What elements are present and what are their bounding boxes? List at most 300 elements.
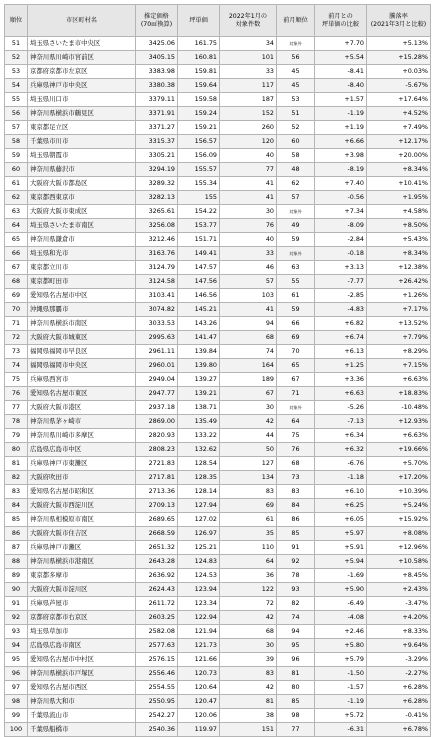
cell-sec-count: 120 [220,135,277,149]
cell-prev-rank: 95 [277,639,315,653]
cell-growth: +12.93% [367,415,431,429]
cell-city: 神奈川県横浜市港南区 [28,555,136,569]
table-row [5,583,431,597]
cell-price: 3380.38 [136,79,178,93]
table-row [5,359,431,373]
cell-price: 3033.53 [136,317,178,331]
table-row [5,233,431,247]
cell-prev-rank: 対象外 [277,247,315,261]
cell-sec-count: 189 [220,373,277,387]
cell-rank: 78 [5,415,28,429]
cell-tsubo: 120.64 [178,681,220,695]
cell-rank: 71 [5,317,28,331]
table-row [5,275,431,289]
table-row [5,527,431,541]
cell-city: 大阪府大阪市城東区 [28,331,136,345]
cell-prev-rank: 57 [277,191,315,205]
cell-prev-rank: 73 [277,471,315,485]
cell-rank: 95 [5,653,28,667]
cell-sec-count: 110 [220,541,277,555]
cell-tsubo: 120.06 [178,709,220,723]
cell-city: 東京都多摩市 [28,569,136,583]
cell-diff: +6.25 [315,499,367,513]
cell-growth: +8.08% [367,527,431,541]
cell-price: 3371.27 [136,121,178,135]
cell-rank: 61 [5,177,28,191]
table-row [5,135,431,149]
cell-diff: -4.08 [315,611,367,625]
cell-city: 神奈川県藤沢市 [28,163,136,177]
cell-sec-count: 30 [220,639,277,653]
cell-prev-rank: 51 [277,107,315,121]
cell-prev-rank: 86 [277,513,315,527]
cell-sec-count: 50 [220,443,277,457]
cell-city: 東京都町田市 [28,275,136,289]
cell-tsubo: 145.21 [178,303,220,317]
cell-city: 東京都立川市 [28,261,136,275]
cell-city: 東京都西東京市 [28,191,136,205]
cell-diff: -7.77 [315,275,367,289]
cell-price: 3315.37 [136,135,178,149]
cell-growth: +0.03% [367,65,431,79]
cell-diff: +5.90 [315,583,367,597]
cell-city: 埼玉県和光市 [28,247,136,261]
cell-sec-count: 40 [220,149,277,163]
cell-sec-count: 42 [220,415,277,429]
cell-city: 千葉県船橋市 [28,723,136,737]
ranking-table [4,4,431,737]
cell-tsubo: 156.57 [178,135,220,149]
cell-city: 大阪府大阪市都島区 [28,177,136,191]
cell-growth: +1.26% [367,289,431,303]
cell-diff: +1.25 [315,359,367,373]
cell-growth: +6.28% [367,681,431,695]
cell-sec-count: 57 [220,275,277,289]
table-row [5,625,431,639]
cell-sec-count: 33 [220,65,277,79]
cell-diff: -1.19 [315,107,367,121]
cell-diff: +7.40 [315,177,367,191]
cell-prev-rank: 67 [277,373,315,387]
cell-price: 2869.00 [136,415,178,429]
cell-sec-count: 68 [220,331,277,345]
cell-city: 埼玉県草加市 [28,625,136,639]
cell-sec-count: 101 [220,51,277,65]
cell-price: 3371.91 [136,107,178,121]
cell-city: 神奈川県大和市 [28,695,136,709]
cell-diff: +5.72 [315,709,367,723]
table-row [5,471,431,485]
cell-growth: +5.70% [367,457,431,471]
cell-diff: +5.97 [315,527,367,541]
cell-growth: +10.41% [367,177,431,191]
cell-rank: 68 [5,275,28,289]
table-row [5,429,431,443]
cell-tsubo: 149.41 [178,247,220,261]
cell-diff: +6.63 [315,387,367,401]
cell-price: 2577.63 [136,639,178,653]
cell-diff: +6.74 [315,331,367,345]
cell-diff: -8.41 [315,65,367,79]
cell-tsubo: 122.94 [178,611,220,625]
cell-rank: 98 [5,695,28,709]
cell-rank: 51 [5,37,28,51]
cell-growth: +8.29% [367,345,431,359]
cell-sec-count: 42 [220,611,277,625]
cell-prev-rank: 76 [277,443,315,457]
cell-tsubo: 120.73 [178,667,220,681]
cell-diff: +6.13 [315,345,367,359]
cell-city: 京都府京都市左京区 [28,65,136,79]
cell-price: 2603.25 [136,611,178,625]
cell-growth: +10.58% [367,555,431,569]
cell-prev-rank: 48 [277,163,315,177]
cell-tsubo: 154.22 [178,205,220,219]
cell-sec-count: 64 [220,555,277,569]
cell-rank: 65 [5,233,28,247]
cell-price: 3289.32 [136,177,178,191]
cell-city: 埼玉県朝霞市 [28,149,136,163]
cell-city: 沖縄県那覇市 [28,303,136,317]
table-header [5,5,431,37]
cell-price: 2636.92 [136,569,178,583]
cell-prev-rank: 55 [277,275,315,289]
table-row [5,149,431,163]
cell-rank: 83 [5,485,28,499]
cell-price: 2689.65 [136,513,178,527]
cell-prev-rank: 69 [277,331,315,345]
table-row [5,345,431,359]
cell-diff: +2.46 [315,625,367,639]
cell-prev-rank: 56 [277,51,315,65]
cell-tsubo: 133.22 [178,429,220,443]
cell-city: 兵庫県神戸市灘区 [28,541,136,555]
header-rank: 順位 [5,5,28,37]
cell-rank: 86 [5,527,28,541]
cell-rank: 87 [5,541,28,555]
cell-tsubo: 159.21 [178,121,220,135]
cell-diff: +5.80 [315,639,367,653]
cell-diff: +6.05 [315,513,367,527]
cell-diff: -2.85 [315,289,367,303]
table-row [5,499,431,513]
cell-sec-count: 38 [220,709,277,723]
cell-rank: 74 [5,359,28,373]
table-body [5,37,431,737]
table-row [5,331,431,345]
cell-rank: 97 [5,681,28,695]
cell-city: 大阪府大阪市東成区 [28,205,136,219]
cell-price: 3383.98 [136,65,178,79]
cell-rank: 70 [5,303,28,317]
cell-price: 3124.79 [136,261,178,275]
cell-diff: +5.54 [315,51,367,65]
cell-price: 3265.61 [136,205,178,219]
cell-price: 2668.59 [136,527,178,541]
cell-growth: +4.20% [367,611,431,625]
table-row [5,639,431,653]
cell-tsubo: 128.35 [178,471,220,485]
cell-sec-count: 83 [220,485,277,499]
cell-prev-rank: 92 [277,555,315,569]
cell-city: 兵庫県神戸市東灘区 [28,457,136,471]
cell-price: 2550.95 [136,695,178,709]
cell-city: 愛知県名古屋市東区 [28,387,136,401]
cell-growth: +15.28% [367,51,431,65]
table-row [5,303,431,317]
cell-growth: +8.33% [367,625,431,639]
cell-sec-count: 44 [220,429,277,443]
cell-sec-count: 40 [220,233,277,247]
table-row [5,569,431,583]
cell-diff: -1.18 [315,471,367,485]
cell-prev-rank: 96 [277,653,315,667]
cell-price: 3103.41 [136,289,178,303]
cell-price: 3212.46 [136,233,178,247]
cell-price: 3074.82 [136,303,178,317]
cell-rank: 57 [5,121,28,135]
cell-prev-rank: 45 [277,79,315,93]
cell-tsubo: 121.94 [178,625,220,639]
cell-tsubo: 147.57 [178,261,220,275]
cell-rank: 89 [5,569,28,583]
cell-prev-rank: 77 [277,723,315,737]
cell-diff: +1.19 [315,121,367,135]
cell-city: 神奈川県川崎市多摩区 [28,429,136,443]
cell-rank: 69 [5,289,28,303]
cell-growth: +7.17% [367,303,431,317]
cell-price: 2611.72 [136,597,178,611]
cell-growth: +17.64% [367,93,431,107]
cell-tsubo: 135.49 [178,415,220,429]
cell-tsubo: 123.34 [178,597,220,611]
cell-growth: +18.83% [367,387,431,401]
cell-growth: +8.34% [367,247,431,261]
cell-tsubo: 155.57 [178,163,220,177]
cell-growth: +2.43% [367,583,431,597]
cell-diff: +3.98 [315,149,367,163]
cell-diff: +1.57 [315,93,367,107]
cell-sec-count: 134 [220,471,277,485]
cell-prev-rank: 83 [277,485,315,499]
cell-diff: +5.79 [315,653,367,667]
cell-price: 2542.27 [136,709,178,723]
table-row [5,541,431,555]
cell-diff: -1.19 [315,695,367,709]
cell-price: 2651.32 [136,541,178,555]
cell-growth: -2.27% [367,667,431,681]
cell-prev-rank: 84 [277,499,315,513]
cell-growth: +8.45% [367,569,431,583]
table-row [5,695,431,709]
cell-sec-count: 72 [220,597,277,611]
cell-diff: -8.40 [315,79,367,93]
cell-price: 3379.11 [136,93,178,107]
cell-rank: 90 [5,583,28,597]
cell-price: 3294.19 [136,163,178,177]
cell-growth: +15.92% [367,513,431,527]
cell-sec-count: 67 [220,387,277,401]
cell-rank: 67 [5,261,28,275]
cell-city: 神奈川県横浜市戸塚区 [28,667,136,681]
cell-growth: +12.17% [367,135,431,149]
cell-sec-count: 260 [220,121,277,135]
cell-growth: -3.29% [367,653,431,667]
cell-price: 2721.83 [136,457,178,471]
cell-diff: +6.32 [315,443,367,457]
cell-price: 2949.04 [136,373,178,387]
cell-rank: 56 [5,107,28,121]
cell-diff: +3.36 [315,373,367,387]
cell-tsubo: 127.02 [178,513,220,527]
cell-growth: +7.79% [367,331,431,345]
cell-prev-rank: 59 [277,303,315,317]
cell-prev-rank: 対象外 [277,37,315,51]
cell-tsubo: 126.97 [178,527,220,541]
table-row [5,191,431,205]
cell-diff: +7.34 [315,205,367,219]
cell-diff: +6.10 [315,485,367,499]
cell-city: 愛知県名古屋市西区 [28,681,136,695]
cell-tsubo: 141.47 [178,331,220,345]
cell-growth: +4.52% [367,107,431,121]
cell-city: 神奈川県相模原市南区 [28,513,136,527]
cell-tsubo: 146.56 [178,289,220,303]
cell-rank: 72 [5,331,28,345]
cell-rank: 77 [5,401,28,415]
cell-tsubo: 139.21 [178,387,220,401]
cell-growth: +8.34% [367,163,431,177]
cell-price: 2995.63 [136,331,178,345]
cell-tsubo: 128.54 [178,457,220,471]
cell-price: 2576.15 [136,653,178,667]
cell-prev-rank: 45 [277,65,315,79]
table-row [5,289,431,303]
cell-rank: 53 [5,65,28,79]
cell-prev-rank: 63 [277,261,315,275]
cell-growth: +9.64% [367,639,431,653]
cell-city: 東京都足立区 [28,121,136,135]
cell-prev-rank: 85 [277,695,315,709]
cell-diff: +5.94 [315,555,367,569]
cell-diff: -8.19 [315,163,367,177]
header-growth: 騰落率 (2021年3月と比較) [367,5,431,37]
cell-prev-rank: 68 [277,457,315,471]
cell-prev-rank: 65 [277,359,315,373]
cell-sec-count: 33 [220,247,277,261]
cell-prev-rank: 98 [277,709,315,723]
cell-prev-rank: 49 [277,219,315,233]
cell-growth: +13.52% [367,317,431,331]
cell-tsubo: 143.26 [178,317,220,331]
cell-prev-rank: 62 [277,177,315,191]
table-row [5,79,431,93]
cell-tsubo: 132.62 [178,443,220,457]
cell-tsubo: 139.80 [178,359,220,373]
cell-city: 大阪府大阪市西淀川区 [28,499,136,513]
cell-tsubo: 128.14 [178,485,220,499]
cell-city: 埼玉県さいたま市中央区 [28,37,136,51]
table-row [5,443,431,457]
cell-price: 2554.55 [136,681,178,695]
cell-sec-count: 152 [220,107,277,121]
cell-diff: -6.31 [315,723,367,737]
cell-prev-rank: 94 [277,625,315,639]
cell-rank: 88 [5,555,28,569]
cell-growth: +5.43% [367,233,431,247]
cell-tsubo: 121.73 [178,639,220,653]
cell-diff: +6.82 [315,317,367,331]
cell-diff: -7.13 [315,415,367,429]
cell-growth: +6.28% [367,695,431,709]
cell-sec-count: 103 [220,289,277,303]
cell-rank: 84 [5,499,28,513]
cell-prev-rank: 60 [277,135,315,149]
cell-price: 2937.18 [136,401,178,415]
cell-prev-rank: 85 [277,527,315,541]
table-row [5,667,431,681]
cell-prev-rank: 52 [277,121,315,135]
cell-tsubo: 138.71 [178,401,220,415]
table-row [5,485,431,499]
cell-diff: -1.69 [315,569,367,583]
cell-rank: 75 [5,373,28,387]
table-row [5,219,431,233]
cell-city: 埼玉県さいたま市南区 [28,219,136,233]
table-row [5,317,431,331]
cell-diff: -4.83 [315,303,367,317]
cell-sec-count: 94 [220,317,277,331]
cell-tsubo: 159.81 [178,65,220,79]
table-row [5,513,431,527]
cell-growth: +5.24% [367,499,431,513]
cell-city: 大阪府吹田市 [28,471,136,485]
cell-rank: 85 [5,513,28,527]
cell-sec-count: 77 [220,163,277,177]
cell-tsubo: 160.81 [178,51,220,65]
cell-growth: +1.95% [367,191,431,205]
cell-rank: 55 [5,93,28,107]
header-price: 推定価格 (70㎡換算) [136,5,178,37]
cell-growth: +19.66% [367,443,431,457]
cell-rank: 64 [5,219,28,233]
cell-city: 神奈川県鎌倉市 [28,233,136,247]
cell-growth: +6.78% [367,723,431,737]
cell-rank: 79 [5,429,28,443]
cell-sec-count: 46 [220,261,277,275]
cell-sec-count: 61 [220,513,277,527]
cell-rank: 60 [5,163,28,177]
cell-sec-count: 74 [220,345,277,359]
cell-growth: +26.42% [367,275,431,289]
cell-sec-count: 69 [220,499,277,513]
header-sec: 2022年1月の 対象件数 [220,5,277,37]
cell-sec-count: 35 [220,527,277,541]
cell-sec-count: 117 [220,79,277,93]
cell-rank: 58 [5,135,28,149]
cell-tsubo: 155 [178,191,220,205]
cell-city: 広島県広島市中区 [28,443,136,457]
cell-rank: 63 [5,205,28,219]
cell-rank: 93 [5,625,28,639]
header-tsubo: 坪単価 [178,5,220,37]
cell-growth: +17.20% [367,471,431,485]
table-row [5,709,431,723]
cell-price: 2808.23 [136,443,178,457]
cell-growth: -5.67% [367,79,431,93]
cell-prev-rank: 61 [277,289,315,303]
table-row [5,387,431,401]
